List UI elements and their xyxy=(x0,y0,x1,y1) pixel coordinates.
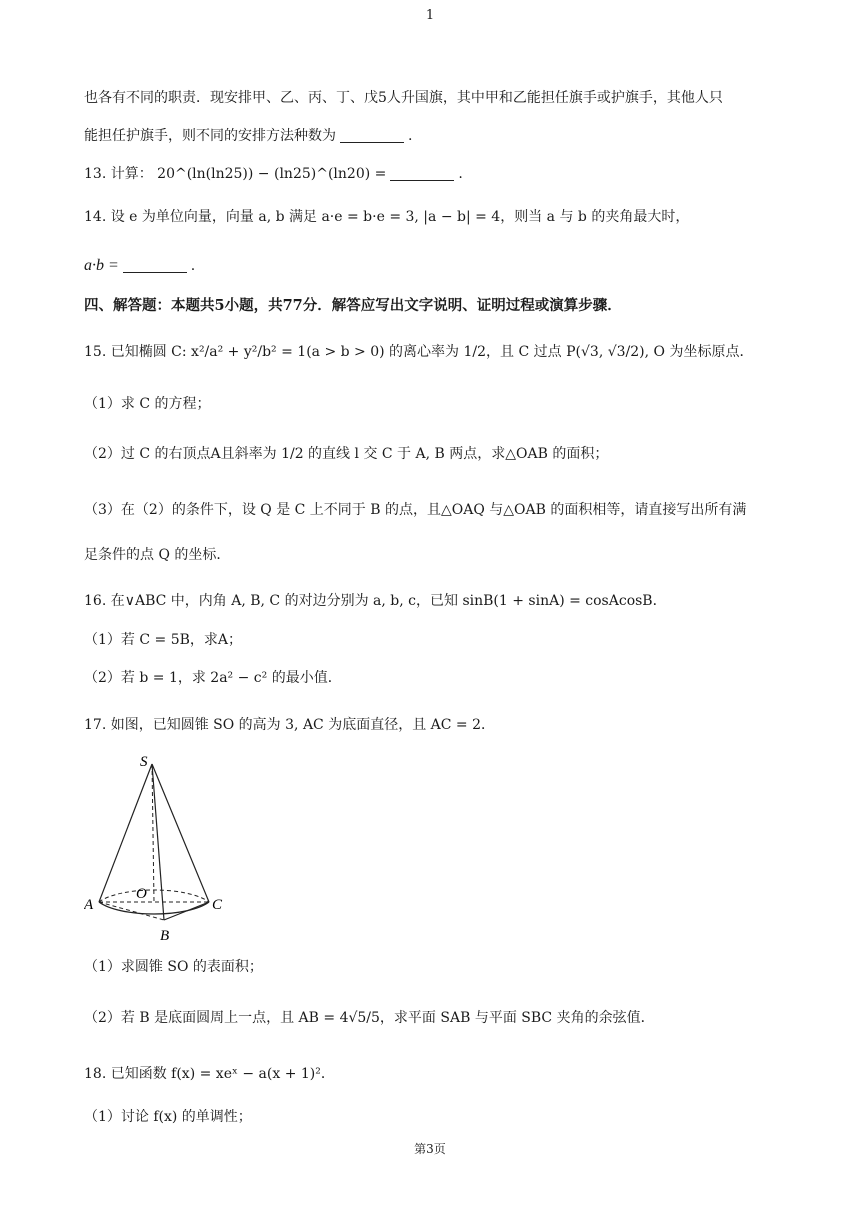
label-B: B xyxy=(160,928,170,944)
question-13: 13. 计算： 20^(ln(ln25)) − (ln25)^(ln20) = . xyxy=(84,166,463,182)
segment-AB xyxy=(99,902,164,920)
page-footer: 第3页 xyxy=(414,1142,446,1156)
cone-figure xyxy=(84,752,244,947)
q12-text: 能担任护旗手，则不同的安排方法种数为 xyxy=(84,128,336,144)
question-15: 15. 已知椭圆 C: x²/a² + y²/b² = 1(a > b > 0) 的离心率为 1/2，且 C 过点 P(√3, √3/2), O 为坐标原点． xyxy=(84,344,754,360)
answer-blank xyxy=(390,166,454,181)
label-C: C xyxy=(212,897,223,913)
question-14-answer: a·b = . xyxy=(84,257,196,274)
q14-expr: a·b = xyxy=(84,257,119,274)
page-number: 1 xyxy=(425,8,435,23)
question-14: 14. 设 e 为单位向量，向量 a, b 满足 a·e = b·e = 3, |a − b| = 4，则当 a 与 b 的夹角最大时， xyxy=(84,209,690,225)
question-16-part1: （1）若 C = 5B，求A； xyxy=(84,632,243,648)
question-15-part1: （1）求 C 的方程； xyxy=(84,396,211,412)
label-O: O xyxy=(136,886,147,902)
segment-BC xyxy=(164,902,209,920)
question-15-part3: （3）在（2）的条件下，设 Q 是 C 上不同于 B 的点，且△OAQ 与△OAB 的面积相等，请直接写出所有满 xyxy=(84,502,747,518)
question-16-part2: （2）若 b = 1，求 2a² − c² 的最小值． xyxy=(84,670,342,686)
question-16: 16. 在∨ABC 中，内角 A, B, C 的对边分别为 a, b, c，已知 sinB(1 + sinA) = cosAcosB． xyxy=(84,593,667,609)
label-A: A xyxy=(84,897,94,913)
question-15-part3-cont: 足条件的点 Q 的坐标． xyxy=(84,547,231,563)
answer-blank xyxy=(123,258,187,273)
text-line: 也各有不同的职责．现安排甲、乙、丙、丁、戊5人升国旗，其中甲和乙能担任旗手或护旗手，其他人只 xyxy=(84,90,723,106)
text-line: 能担任护旗手，则不同的安排方法种数为 . xyxy=(84,128,413,144)
section-heading: 四、解答题：本题共5小题，共77分．解答应写出文字说明、证明过程或演算步骤． xyxy=(84,297,622,314)
question-18: 18. 已知函数 f(x) = xeˣ − a(x + 1)²． xyxy=(84,1066,335,1082)
question-17-part1: （1）求圆锥 SO 的表面积； xyxy=(84,959,263,975)
question-17-part2: （2）若 B 是底面圆周上一点，且 AB = 4√5/5，求平面 SAB 与平面 SBC 夹角的余弦值． xyxy=(84,1010,655,1026)
answer-blank xyxy=(340,128,404,143)
label-S: S xyxy=(140,754,148,770)
question-18-part1: （1）讨论 f(x) 的单调性； xyxy=(84,1109,252,1125)
edge-SA xyxy=(99,764,152,902)
q13-text: 13. 计算： 20^(ln(ln25)) − (ln25)^(ln20) = xyxy=(84,166,387,182)
question-15-part2: （2）过 C 的右顶点A且斜率为 1/2 的直线 l 交 C 于 A, B 两点，求△OAB 的面积； xyxy=(84,446,609,462)
question-17: 17. 如图，已知圆锥 SO 的高为 3, AC 为底面直径，且 AC = 2． xyxy=(84,717,496,733)
